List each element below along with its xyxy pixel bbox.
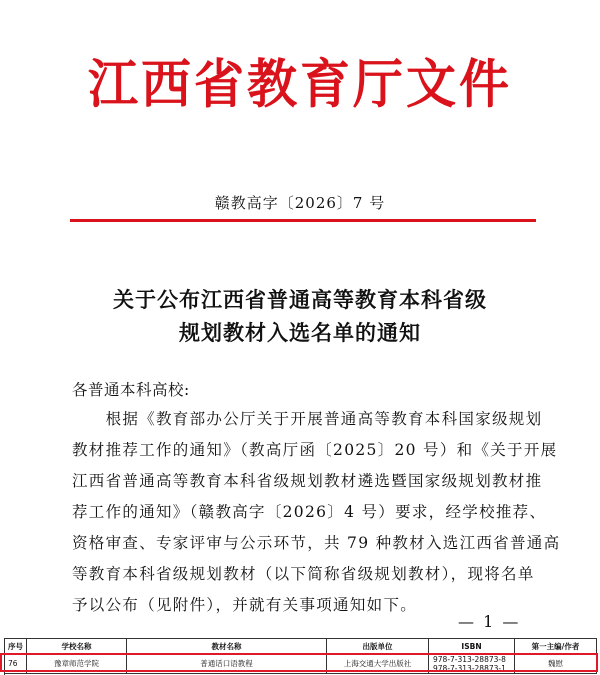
header-cell-textbook: 教材名称 xyxy=(127,639,327,654)
cell-author: 魏慰 xyxy=(515,654,597,674)
body-line: 教材推荐工作的通知》（教高厅函〔2025〕20 号）和《关于开展 xyxy=(72,441,558,459)
red-divider-line xyxy=(70,219,536,222)
cell-publisher: 上海交通大学出版社 xyxy=(327,654,429,674)
header-cell-number: 序号 xyxy=(5,639,27,654)
body-line: 江西省普通高等教育本科省级规划教材遴选暨国家级规划教材推 xyxy=(72,472,543,490)
body-line: 根据《教育部办公厅关于开展普通高等教育本科国家级规划 xyxy=(72,410,543,428)
cell-school: 豫章师范学院 xyxy=(27,654,127,674)
document-number: 赣教高字〔2026〕7 号 xyxy=(214,194,386,212)
cell-number: 76 xyxy=(5,654,27,674)
textbook-list-table xyxy=(4,638,597,675)
header-cell-school: 学校名称 xyxy=(27,639,127,654)
cell-textbook: 普通话口语教程 xyxy=(127,654,327,674)
body-line: 资格审查、专家评审与公示环节，共 79 种教材入选江西省普通高 xyxy=(72,534,561,552)
page-number: — 1 — xyxy=(458,612,521,631)
salutation: 各普通本科高校: xyxy=(72,381,190,399)
header-cell-isbn: ISBN xyxy=(429,639,515,654)
header-cell-author: 第一主编/作者 xyxy=(515,639,597,654)
header-cell-publisher: 出版单位 xyxy=(327,639,429,654)
table-header-row xyxy=(5,639,597,654)
body-line: 予以公布（见附件），并就有关事项通知如下。 xyxy=(72,596,418,614)
document-title-line-1: 关于公布江西省普通高等教育本科省级 xyxy=(113,288,487,312)
document-issuer-header: 江西省教育厅文件 xyxy=(88,52,512,115)
isbn-line-1: 978-7-313-28873-8 xyxy=(433,654,506,664)
document-title-line-2: 规划教材入选名单的通知 xyxy=(179,321,421,345)
body-line: 等教育本科省级规划教材（以下简称省级规划教材），现将名单 xyxy=(72,565,535,583)
cell-isbn xyxy=(429,654,515,674)
table-row xyxy=(5,654,597,674)
body-line: 荐工作的通知》（赣教高字〔2026〕4 号）要求，经学校推荐、 xyxy=(72,503,547,521)
isbn-line-2: 978-7-313-28873-1 xyxy=(433,663,506,673)
